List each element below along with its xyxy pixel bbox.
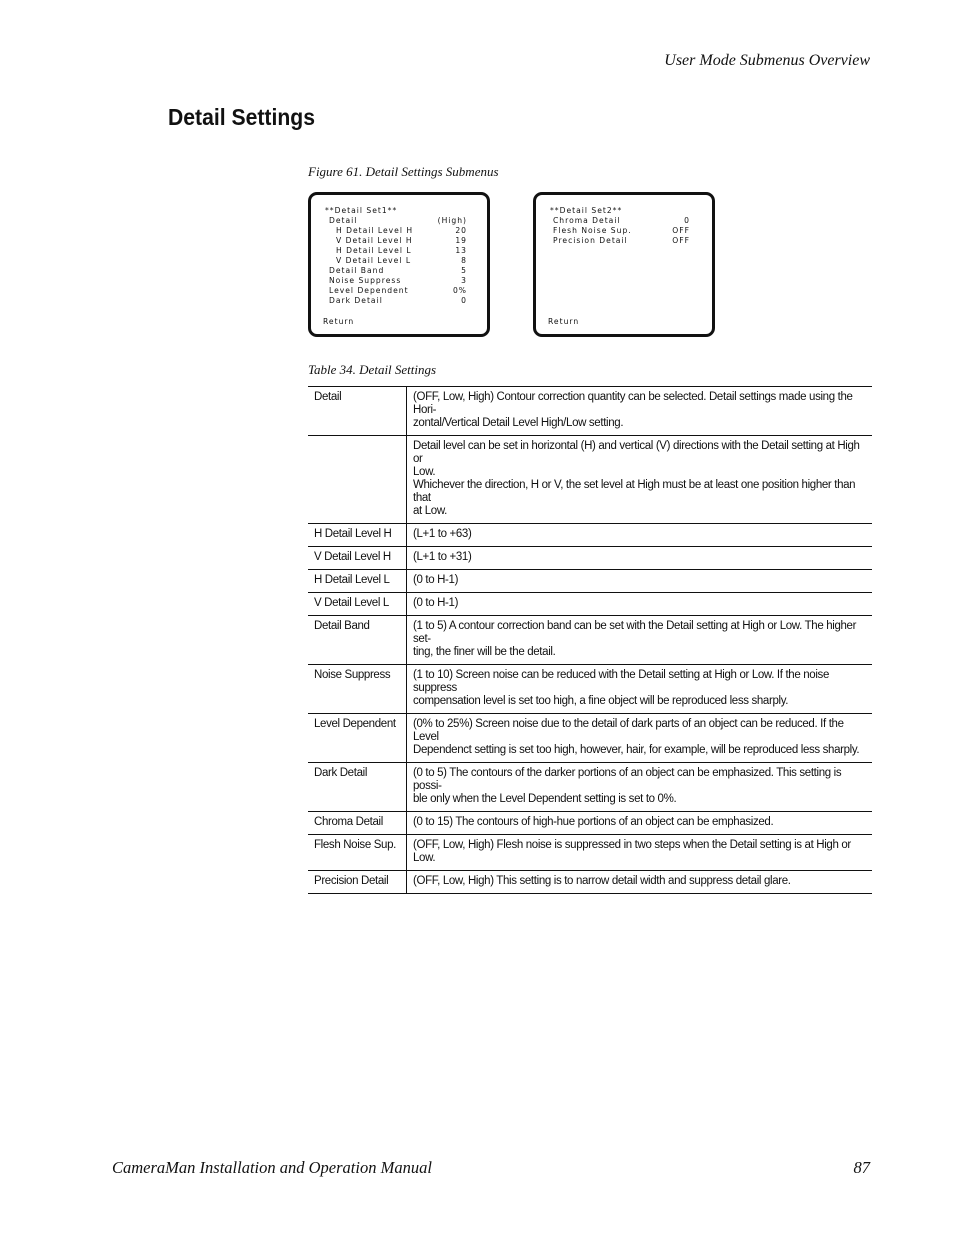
- osd-menu-detail-set2: [533, 192, 715, 337]
- table-row: [308, 616, 872, 665]
- setting-name-cell: Noise Suppress: [308, 665, 407, 714]
- setting-description-cell: (0 to 15) The contours of high-hue portions of an object can be emphasized.: [413, 816, 774, 828]
- osd-menu-rows: [553, 216, 690, 246]
- osd-menu-row: [329, 286, 467, 296]
- setting-description-cell: (OFF, Low, High) This setting is to narrow detail width and suppress detail glare.: [413, 875, 791, 887]
- detail-settings-table: [308, 386, 872, 894]
- osd-row-value: 0: [684, 216, 690, 225]
- section-title: Detail Settings: [168, 104, 315, 130]
- osd-menu-rows: [329, 216, 467, 306]
- osd-row-label: Noise Suppress: [329, 276, 402, 285]
- osd-row-label: Detail Band: [329, 266, 385, 275]
- table-row: [308, 665, 872, 714]
- osd-row-label: Level Dependent: [329, 286, 409, 295]
- osd-row-label: Dark Detail: [329, 296, 383, 305]
- setting-name-cell: [308, 436, 407, 524]
- osd-menu-row: [329, 246, 467, 256]
- osd-row-label: Detail: [329, 216, 358, 225]
- osd-return-item: Return: [323, 317, 355, 326]
- osd-row-value: 0: [461, 296, 467, 305]
- footer-page-number: 87: [853, 1158, 870, 1177]
- table-row: [308, 763, 872, 812]
- osd-row-value: 3: [461, 276, 467, 285]
- table-row: [308, 436, 872, 524]
- osd-menu-row: [553, 216, 690, 226]
- setting-name-cell: Flesh Noise Sup.: [308, 835, 407, 871]
- osd-row-value: OFF: [672, 236, 690, 245]
- osd-row-value: 0%: [452, 286, 467, 295]
- setting-description-cell: (0 to H-1): [413, 574, 459, 586]
- osd-row-value: (High): [437, 216, 467, 225]
- table-row: [308, 387, 872, 436]
- setting-name-cell: Precision Detail: [308, 871, 407, 894]
- osd-menu-row: [329, 236, 467, 246]
- setting-name-cell: Chroma Detail: [308, 812, 407, 835]
- osd-row-value: 13: [455, 246, 467, 255]
- osd-menu-detail-set1: [308, 192, 490, 337]
- table-row: [308, 547, 872, 570]
- table-row: [308, 835, 872, 871]
- osd-menu-row: [329, 256, 467, 266]
- osd-menu-row: [553, 226, 690, 236]
- osd-menu-row: [329, 226, 467, 236]
- setting-name-cell: V Detail Level H: [308, 547, 407, 570]
- table-row: [308, 812, 872, 835]
- setting-description-cell: (1 to 5) A contour correction band can be set with the Detail setting at High or Low. The higher set- ting, the finer will be the detail.: [413, 620, 857, 658]
- osd-row-label: Precision Detail: [553, 236, 628, 245]
- setting-name-cell: Detail: [308, 387, 407, 436]
- running-head: User Mode Submenus Overview: [664, 52, 870, 69]
- setting-description-cell: (OFF, Low, High) Contour correction quantity can be selected. Detail settings made using the Hori- zontal/Vertical Detail Level High/Low setting.: [413, 391, 853, 429]
- osd-return-item: Return: [548, 317, 580, 326]
- setting-description-cell: (OFF, Low, High) Flesh noise is suppressed in two steps when the Detail setting is at High or Low.: [413, 839, 851, 864]
- setting-description-cell: (1 to 10) Screen noise can be reduced with the Detail setting at High or Low. If the noise suppress compensation level is set too high, a fine object will be reproduced less sharply.: [413, 669, 829, 707]
- osd-menu-row: [329, 296, 467, 306]
- osd-menu-title: **Detail Set1**: [325, 206, 398, 215]
- table-row: [308, 570, 872, 593]
- osd-row-value: 20: [455, 226, 467, 235]
- osd-menu-row: [329, 266, 467, 276]
- table-caption: Table 34. Detail Settings: [308, 362, 437, 377]
- footer-manual-title: CameraMan Installation and Operation Manual: [112, 1158, 432, 1177]
- setting-description-cell: (L+1 to +63): [413, 528, 472, 540]
- table-row: [308, 714, 872, 763]
- figure-caption: Figure 61. Detail Settings Submenus: [308, 164, 499, 179]
- osd-row-label: Flesh Noise Sup.: [553, 226, 632, 235]
- table-row: [308, 871, 872, 894]
- osd-row-label: H Detail Level H: [336, 226, 414, 235]
- osd-row-label: V Detail Level H: [336, 236, 413, 245]
- osd-row-value: 8: [461, 256, 467, 265]
- setting-name-cell: H Detail Level L: [308, 570, 407, 593]
- osd-row-value: 19: [455, 236, 467, 245]
- setting-description-cell: Detail level can be set in horizontal (H) and vertical (V) directions with the Detail setting at High or Low. Whichever the direction, H or V, the set level at High must be at least one position higher than that at Low.: [413, 440, 860, 517]
- osd-row-value: OFF: [672, 226, 690, 235]
- setting-description-cell: (L+1 to +31): [413, 551, 472, 563]
- setting-name-cell: Dark Detail: [308, 763, 407, 812]
- osd-row-label: V Detail Level L: [336, 256, 412, 265]
- osd-menu-row: [329, 216, 467, 226]
- setting-description-cell: (0% to 25%) Screen noise due to the detail of dark parts of an object can be reduced. If the Level Dependenct setting is set too high, however, hair, for example, will be reproduced less sharply.: [413, 718, 860, 756]
- osd-menu-row: [553, 236, 690, 246]
- osd-row-label: H Detail Level L: [336, 246, 412, 255]
- setting-name-cell: V Detail Level L: [308, 593, 407, 616]
- osd-menu-title: **Detail Set2**: [550, 206, 623, 215]
- setting-description-cell: (0 to 5) The contours of the darker portions of an object can be emphasized. This setting is possi- ble only when the Level Dependent setting is set to 0%.: [413, 767, 842, 805]
- table-row: [308, 593, 872, 616]
- osd-menu-row: [329, 276, 467, 286]
- setting-description-cell: (0 to H-1): [413, 597, 459, 609]
- osd-row-label: Chroma Detail: [553, 216, 621, 225]
- setting-name-cell: Detail Band: [308, 616, 407, 665]
- setting-name-cell: H Detail Level H: [308, 524, 407, 547]
- table-row: [308, 524, 872, 547]
- osd-row-value: 5: [461, 266, 467, 275]
- setting-name-cell: Level Dependent: [308, 714, 407, 763]
